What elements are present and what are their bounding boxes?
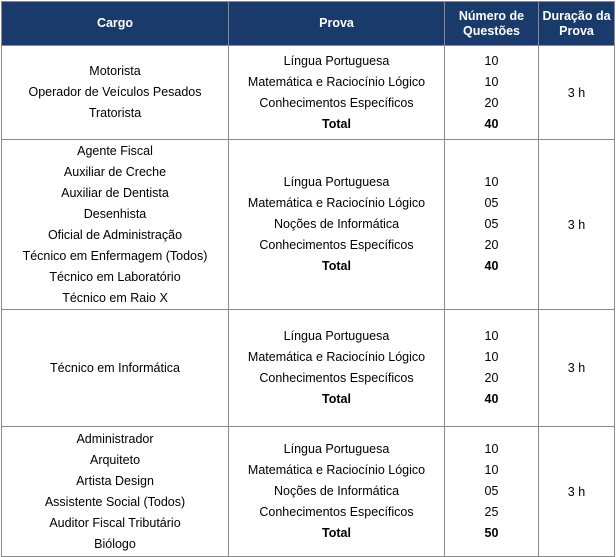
cargo-name: Auditor Fiscal Tributário	[49, 515, 181, 530]
cargo-name: Assistente Social (Todos)	[44, 494, 186, 509]
duracao-cell	[539, 310, 615, 427]
questoes-count: 05	[484, 196, 499, 210]
duracao-value: 3 h	[567, 217, 586, 232]
cargo-name: Desenhista	[83, 206, 147, 221]
cargo-name: Operador de Veículos Pesados	[28, 85, 202, 99]
questoes-count: 05	[484, 217, 499, 231]
prova-name: Língua Portuguesa	[283, 175, 390, 189]
questoes-count: 05	[484, 484, 499, 498]
questoes-count: 10	[484, 175, 499, 189]
questoes-total: 40	[484, 116, 499, 131]
questoes-count: 10	[484, 463, 499, 477]
prova-name: Matemática e Raciocínio Lógico	[247, 74, 426, 89]
cargo-name: Tratorista	[88, 106, 142, 120]
questoes-cell	[445, 140, 539, 310]
header-numero-questoes: Número de Questões	[445, 2, 539, 46]
questoes-count: 10	[484, 53, 499, 68]
cargo-name: Técnico em Raio X	[62, 290, 168, 305]
cargo-name: Arquiteto	[89, 452, 141, 467]
cargo-cell	[2, 140, 229, 310]
prova-cell	[229, 427, 445, 557]
header-prova: Prova	[229, 2, 445, 46]
cargo-cell	[2, 310, 229, 427]
cargo-name: Técnico em Laboratório	[49, 269, 181, 284]
prova-name: Língua Portuguesa	[283, 329, 390, 343]
questoes-count: 10	[484, 74, 499, 89]
questoes-count: 25	[484, 505, 499, 519]
prova-name: Matemática e Raciocínio Lógico	[247, 463, 426, 477]
prova-total-label: Total	[322, 116, 351, 131]
cargo-name: Artista Design	[76, 473, 154, 488]
prova-name: Matemática e Raciocínio Lógico	[247, 196, 426, 210]
questoes-total: 40	[484, 392, 499, 406]
table-row	[2, 140, 615, 310]
prova-total-label: Total	[322, 526, 351, 540]
prova-cell	[229, 310, 445, 427]
header-cargo: Cargo	[2, 2, 229, 46]
questoes-cell	[445, 46, 539, 140]
cargo-cell	[2, 46, 229, 140]
questoes-cell	[445, 310, 539, 427]
prova-name: Noções de Informática	[273, 484, 400, 498]
header-duracao: Duração da Prova	[539, 2, 615, 46]
header-row	[2, 2, 615, 46]
prova-cell	[229, 140, 445, 310]
questoes-count: 10	[484, 350, 499, 364]
exam-table	[1, 1, 615, 557]
prova-name: Conhecimentos Específicos	[259, 371, 414, 385]
prova-name: Matemática e Raciocínio Lógico	[247, 350, 426, 364]
duracao-value: 3 h	[567, 85, 586, 100]
questoes-cell	[445, 427, 539, 557]
cargo-name: Técnico em Informática	[50, 360, 180, 375]
questoes-count: 20	[484, 95, 499, 110]
questoes-total: 40	[484, 259, 499, 273]
questoes-count: 20	[484, 371, 499, 385]
prova-cell	[229, 46, 445, 140]
prova-total-label: Total	[322, 392, 351, 406]
cargo-name: Auxiliar de Dentista	[61, 185, 169, 200]
prova-name: Noções de Informática	[273, 217, 400, 231]
duracao-value: 3 h	[567, 361, 586, 375]
prova-name: Língua Portuguesa	[283, 53, 390, 68]
questoes-count: 10	[484, 442, 499, 456]
cargo-name: Auxiliar de Creche	[63, 164, 167, 179]
prova-name: Conhecimentos Específicos	[259, 505, 414, 519]
duracao-cell	[539, 427, 615, 557]
cargo-name: Biólogo	[94, 536, 136, 551]
cargo-name: Técnico em Enfermagem (Todos)	[22, 248, 208, 263]
prova-name: Língua Portuguesa	[283, 442, 390, 456]
cargo-name: Oficial de Administração	[47, 227, 183, 242]
prova-total-label: Total	[322, 259, 351, 273]
duracao-cell	[539, 140, 615, 310]
questoes-count: 20	[484, 238, 499, 252]
duracao-cell	[539, 46, 615, 140]
table-row	[2, 46, 615, 140]
cargo-name: Motorista	[89, 64, 141, 78]
prova-name: Conhecimentos Específicos	[259, 238, 414, 252]
cargo-name: Administrador	[76, 431, 154, 446]
prova-name: Conhecimentos Específicos	[259, 95, 414, 110]
cargo-name: Agente Fiscal	[77, 143, 153, 158]
questoes-count: 10	[484, 329, 499, 343]
cargo-cell	[2, 427, 229, 557]
table-row	[2, 427, 615, 557]
questoes-total: 50	[484, 526, 499, 540]
table-row	[2, 310, 615, 427]
duracao-value: 3 h	[567, 484, 586, 499]
